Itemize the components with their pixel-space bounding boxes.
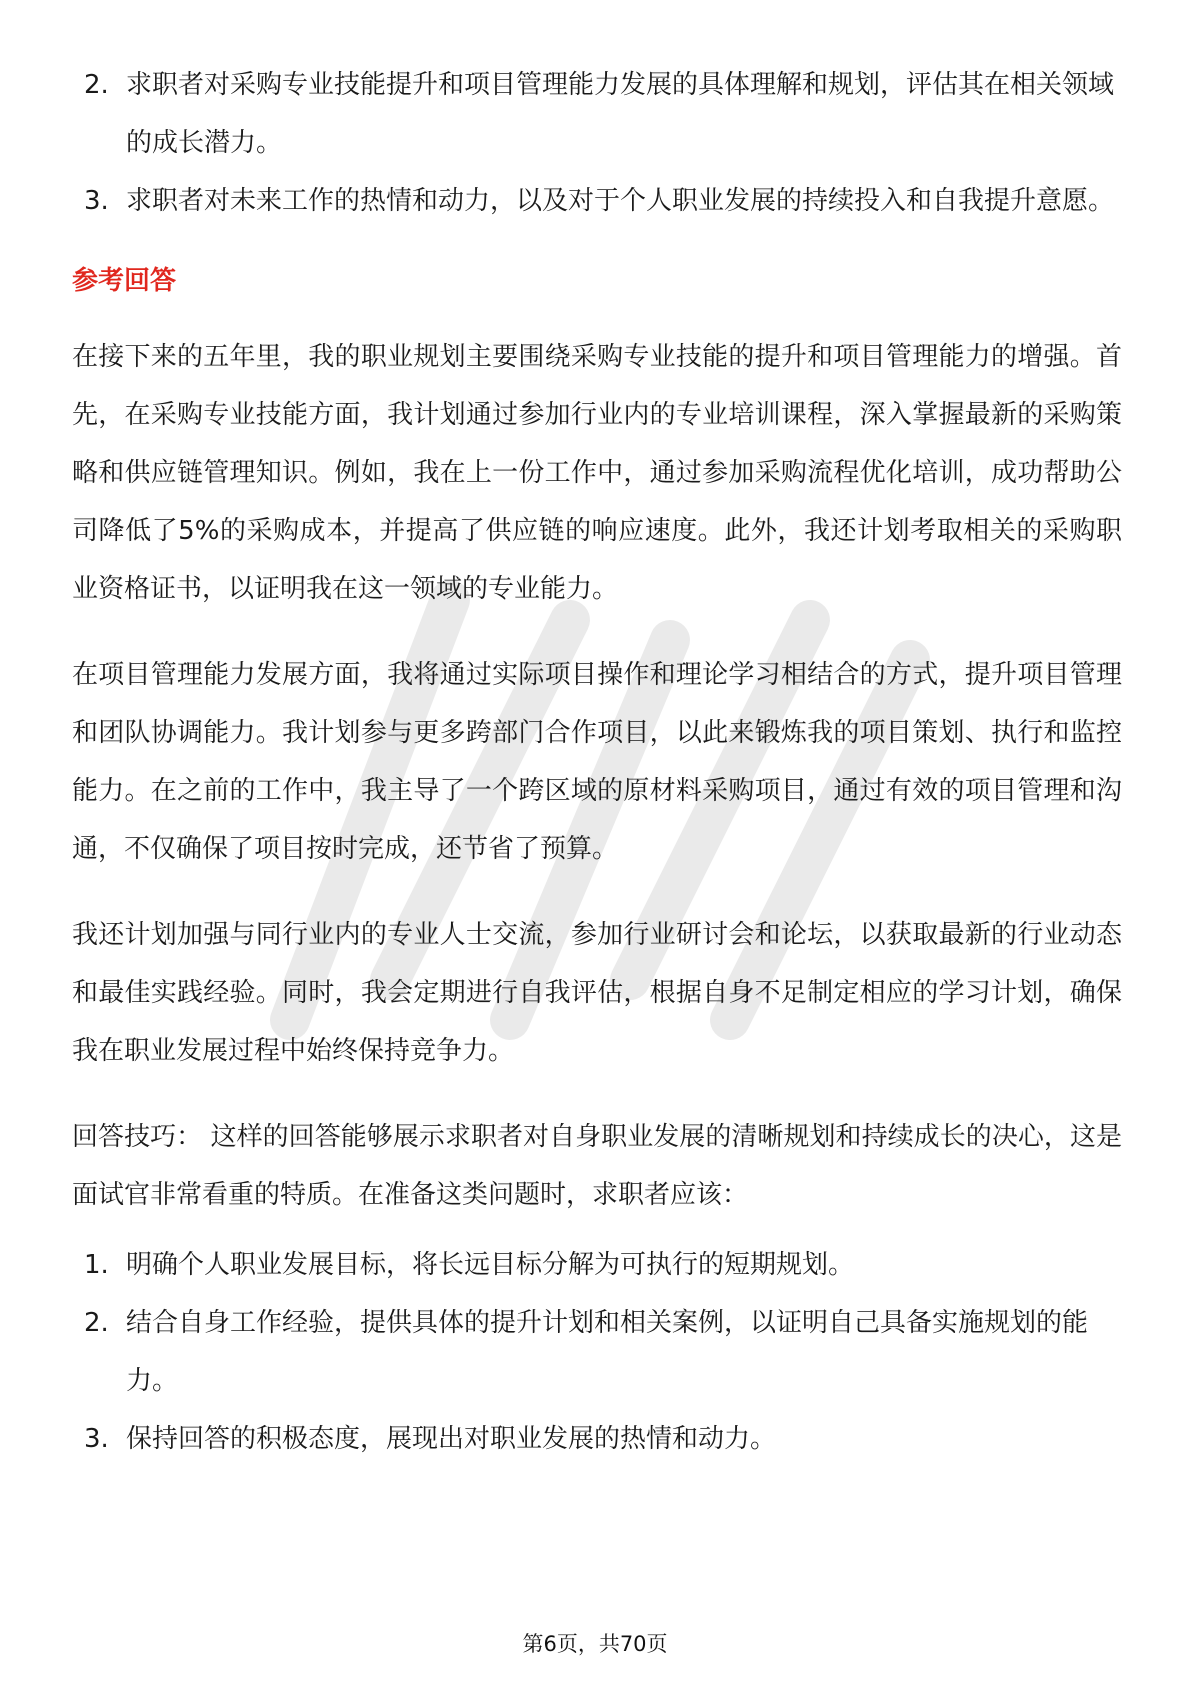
list-text: 保持回答的积极态度，展现出对职业发展的热情和动力。 <box>126 1424 777 1454</box>
list-number: 1. <box>84 1250 109 1280</box>
list-item <box>72 56 1122 172</box>
tips-intro: 回答技巧： 这样的回答能够展示求职者对自身职业发展的清晰规划和持续成长的决心，这是面试官非常看重的特质。在准备这类问题时，求职者应该： <box>72 1122 1122 1210</box>
list-number: 3. <box>84 1424 109 1454</box>
tips-list <box>72 1236 1122 1468</box>
list-item <box>72 172 1122 230</box>
answer-paragraph: 我还计划加强与同行业内的专业人士交流，参加行业研讨会和论坛，以获取最新的行业动态和最佳实践经验。同时，我会定期进行自我评估，根据自身不足制定相应的学习计划，确保我在职业发展过程中始终保持竞争力。 <box>72 920 1122 1066</box>
list-text: 结合自身工作经验，提供具体的提升计划和相关案例，以证明自己具备实施规划的能力。 <box>126 1308 1089 1396</box>
page-content <box>72 56 1122 1468</box>
list-number: 2. <box>84 70 109 100</box>
list-item <box>72 1410 1122 1468</box>
page-footer: 第6页，共70页 <box>522 1632 668 1656</box>
criteria-list <box>72 56 1122 230</box>
list-text: 求职者对采购专业技能提升和项目管理能力发展的具体理解和规划，评估其在相关领域的成长潜力。 <box>126 70 1115 158</box>
answer-paragraph: 在接下来的五年里，我的职业规划主要围绕采购专业技能的提升和项目管理能力的增强。首先，在采购专业技能方面，我计划通过参加行业内的专业培训课程，深入掌握最新的采购策略和供应链管理知识。例如，我在上一份工作中，通过参加采购流程优化培训，成功帮助公司降低了5%的采购成本，并提高了供应链的响应速度。此外，我还计划考取相关的采购职业资格证书，以证明我在这一领域的专业能力。 <box>72 342 1122 604</box>
list-text: 明确个人职业发展目标，将长远目标分解为可执行的短期规划。 <box>126 1250 855 1280</box>
answer-paragraph: 在项目管理能力发展方面，我将通过实际项目操作和理论学习相结合的方式，提升项目管理和团队协调能力。我计划参与更多跨部门合作项目，以此来锻炼我的项目策划、执行和监控能力。在之前的工作中，我主导了一个跨区域的原材料采购项目，通过有效的项目管理和沟通，不仅确保了项目按时完成，还节省了预算。 <box>72 660 1122 864</box>
section-heading: 参考回答 <box>72 266 177 296</box>
list-number: 3. <box>84 186 109 216</box>
list-text: 求职者对未来工作的热情和动力，以及对于个人职业发展的持续投入和自我提升意愿。 <box>126 186 1115 216</box>
list-item <box>72 1294 1122 1410</box>
list-number: 2. <box>84 1308 109 1338</box>
list-item <box>72 1236 1122 1294</box>
